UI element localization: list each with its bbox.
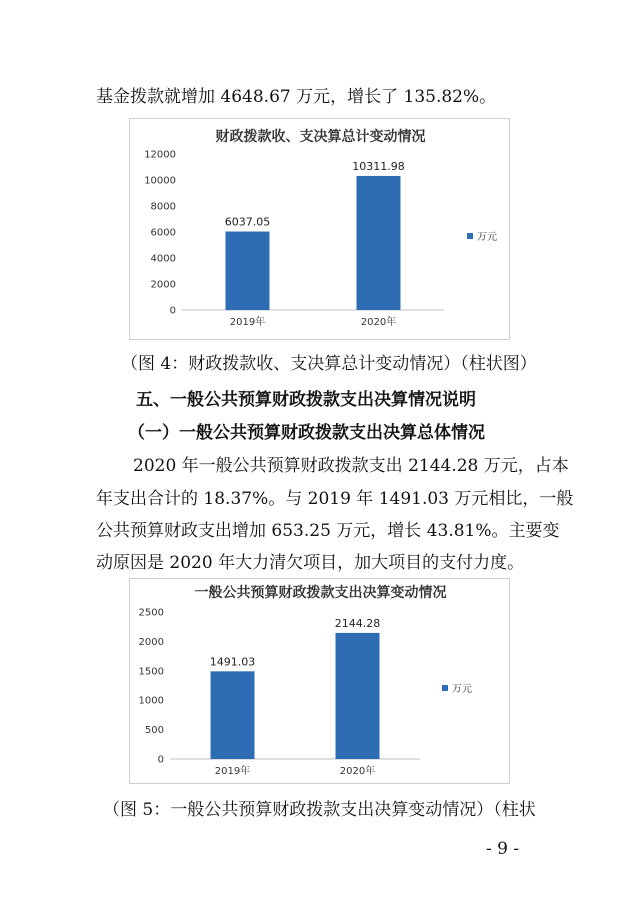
figure-4-caption: （图 4：财政拨款收、支决算总计变动情况）（柱状图） [121,354,537,374]
y-tick-label: 0 [157,754,164,766]
data-label: 1491.03 [209,655,256,669]
y-tick-label: 12000 [144,149,176,161]
subsection-1-heading: （一）一般公共预算财政拨款支出决算总体情况 [128,423,485,443]
bar [226,232,270,310]
y-tick-label: 8000 [150,201,176,213]
x-tick-label: 2020年 [360,317,397,328]
y-tick-label: 2000 [150,279,176,291]
paragraph-line-2: 年支出合计的 18.37%。与 2019 年 1491.03 万元相比，一般 [96,489,574,509]
y-tick-label: 6000 [150,227,176,239]
paragraph-line-3: 公共预算财政支出增加 653.25 万元，增长 43.81%。主要变 [96,521,560,541]
legend-swatch [467,233,473,239]
legend-label: 万元 [477,232,497,243]
chart-2-svg [130,579,511,785]
bar [336,633,380,759]
y-tick-label: 2500 [138,607,164,619]
chart-title: 一般公共预算财政拨款支出决算变动情况 [194,585,447,601]
chart-1-svg [130,119,511,341]
figure-5-caption: （图 5：一般公共预算财政拨款支出决算变动情况）（柱状 [103,800,536,820]
paragraph-line-4: 动原因是 2020 年大力清欠项目，加大项目的支付力度。 [96,553,525,573]
y-tick-label: 10000 [144,175,176,187]
chart-2 [129,578,510,784]
legend-swatch [442,685,448,691]
chart-1 [129,118,510,340]
paragraph-line-1: 2020 年一般公共预算财政拨款支出 2144.28 万元，占本 [133,456,569,476]
data-label: 6037.05 [224,215,271,229]
x-tick-label: 2019年 [214,766,251,777]
y-tick-label: 500 [144,725,164,737]
legend-label: 万元 [452,684,472,695]
data-label: 10311.98 [352,159,405,173]
page-number: - 9 - [486,839,520,859]
data-label: 2144.28 [334,616,381,630]
x-tick-label: 2020年 [339,766,376,777]
y-tick-label: 0 [169,305,176,317]
section-5-heading: 五、一般公共预算财政拨款支出决算情况说明 [136,390,476,410]
body-line-1: 基金拨款就增加 4648.67 万元，增长了 135.82%。 [96,87,497,107]
y-tick-label: 2000 [138,636,164,648]
y-tick-label: 1000 [138,695,164,707]
chart-title: 财政拨款收、支决算总计变动情况 [215,129,426,145]
bar [211,671,255,759]
y-tick-label: 1500 [138,666,164,678]
y-tick-label: 4000 [150,253,176,265]
bar [357,176,401,310]
x-tick-label: 2019年 [229,317,266,328]
